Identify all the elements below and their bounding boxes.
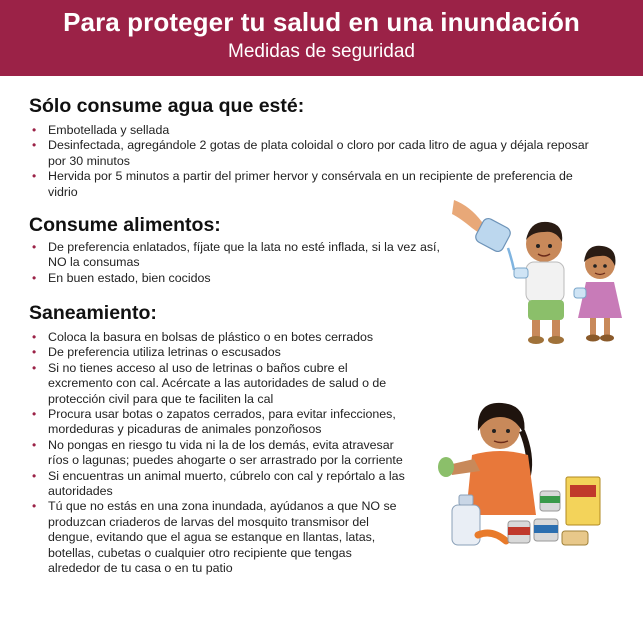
list-item: • Coloca la basura en bolsas de plástico o en botes cerrados	[32, 330, 374, 344]
children-drinking-water-illustration	[452, 200, 640, 350]
list-saneamiento	[29, 330, 407, 577]
title-banner	[0, 0, 643, 76]
water-stream	[508, 248, 514, 270]
page-title: Para proteger tu salud en una inundación	[63, 7, 580, 37]
list-item: • Tú que no estás en una zona inundada, ayúdanos a que NO se produzcan criaderos de larvas del mosquito transmisor del dengue, evitando que el agua se estanque en llantas, latas, botellas, cubetas o cualquier otro recipiente que tengas alrededor de tu casa o en tu patio	[32, 499, 397, 576]
woman-with-canned-food-illustration	[432, 395, 608, 555]
list-item: • Desinfectada, agregándole 2 gotas de plata coloidal o cloro por cada litro de agua y déjala reposar por 30 minutos	[32, 138, 589, 168]
cereal-box	[566, 477, 600, 525]
section-heading-saneamiento: Saneamiento:	[29, 302, 157, 324]
boy-glass	[514, 268, 528, 278]
girl-glass	[574, 288, 586, 298]
page-subtitle: Medidas de seguridad	[228, 41, 415, 62]
list-item: • Procura usar botas o zapatos cerrados, para evitar infecciones, mordeduras y picaduras de animales ponzoñosos	[32, 407, 396, 437]
boy-shirt	[526, 262, 564, 302]
section-heading-alimentos: Consume alimentos:	[29, 214, 221, 236]
held-vegetable	[438, 457, 454, 477]
list-item: • De preferencia enlatados, fíjate que la lata no esté inflada, si la vez así, NO la consumas	[32, 240, 440, 270]
boy-shorts	[528, 300, 564, 320]
packet	[562, 531, 588, 545]
girl-dress	[578, 282, 622, 318]
list-agua	[29, 123, 589, 200]
list-item: • Embotellada y sellada	[32, 123, 170, 137]
list-item: • Hervida por 5 minutos a partir del primer hervor y consérvala en un recipiente de preferencia de vidrio	[32, 169, 573, 199]
list-item: • Si encuentras un animal muerto, cúbrelo con cal y repórtalo a las autoridades	[32, 468, 405, 499]
list-item: • En buen estado, bien cocidos	[32, 270, 211, 285]
carrot	[478, 533, 506, 541]
water-bottle	[452, 505, 480, 545]
list-item: • No pongas en riesgo tu vida ni la de los demás, evita atravesar ríos o lagunas; puedes ahogarte o ser arrastrado por la corriente	[32, 437, 403, 468]
list-alimentos	[29, 240, 449, 286]
section-heading-agua: Sólo consume agua que esté:	[29, 95, 305, 117]
list-item: • Si no tienes acceso al uso de letrinas o baños cubre el excremento con cal. Acércate a las autoridades de salud o de protección civil para que te faciliten la cal	[32, 360, 387, 406]
list-item: • De preferencia utiliza letrinas o escusados	[32, 345, 281, 360]
